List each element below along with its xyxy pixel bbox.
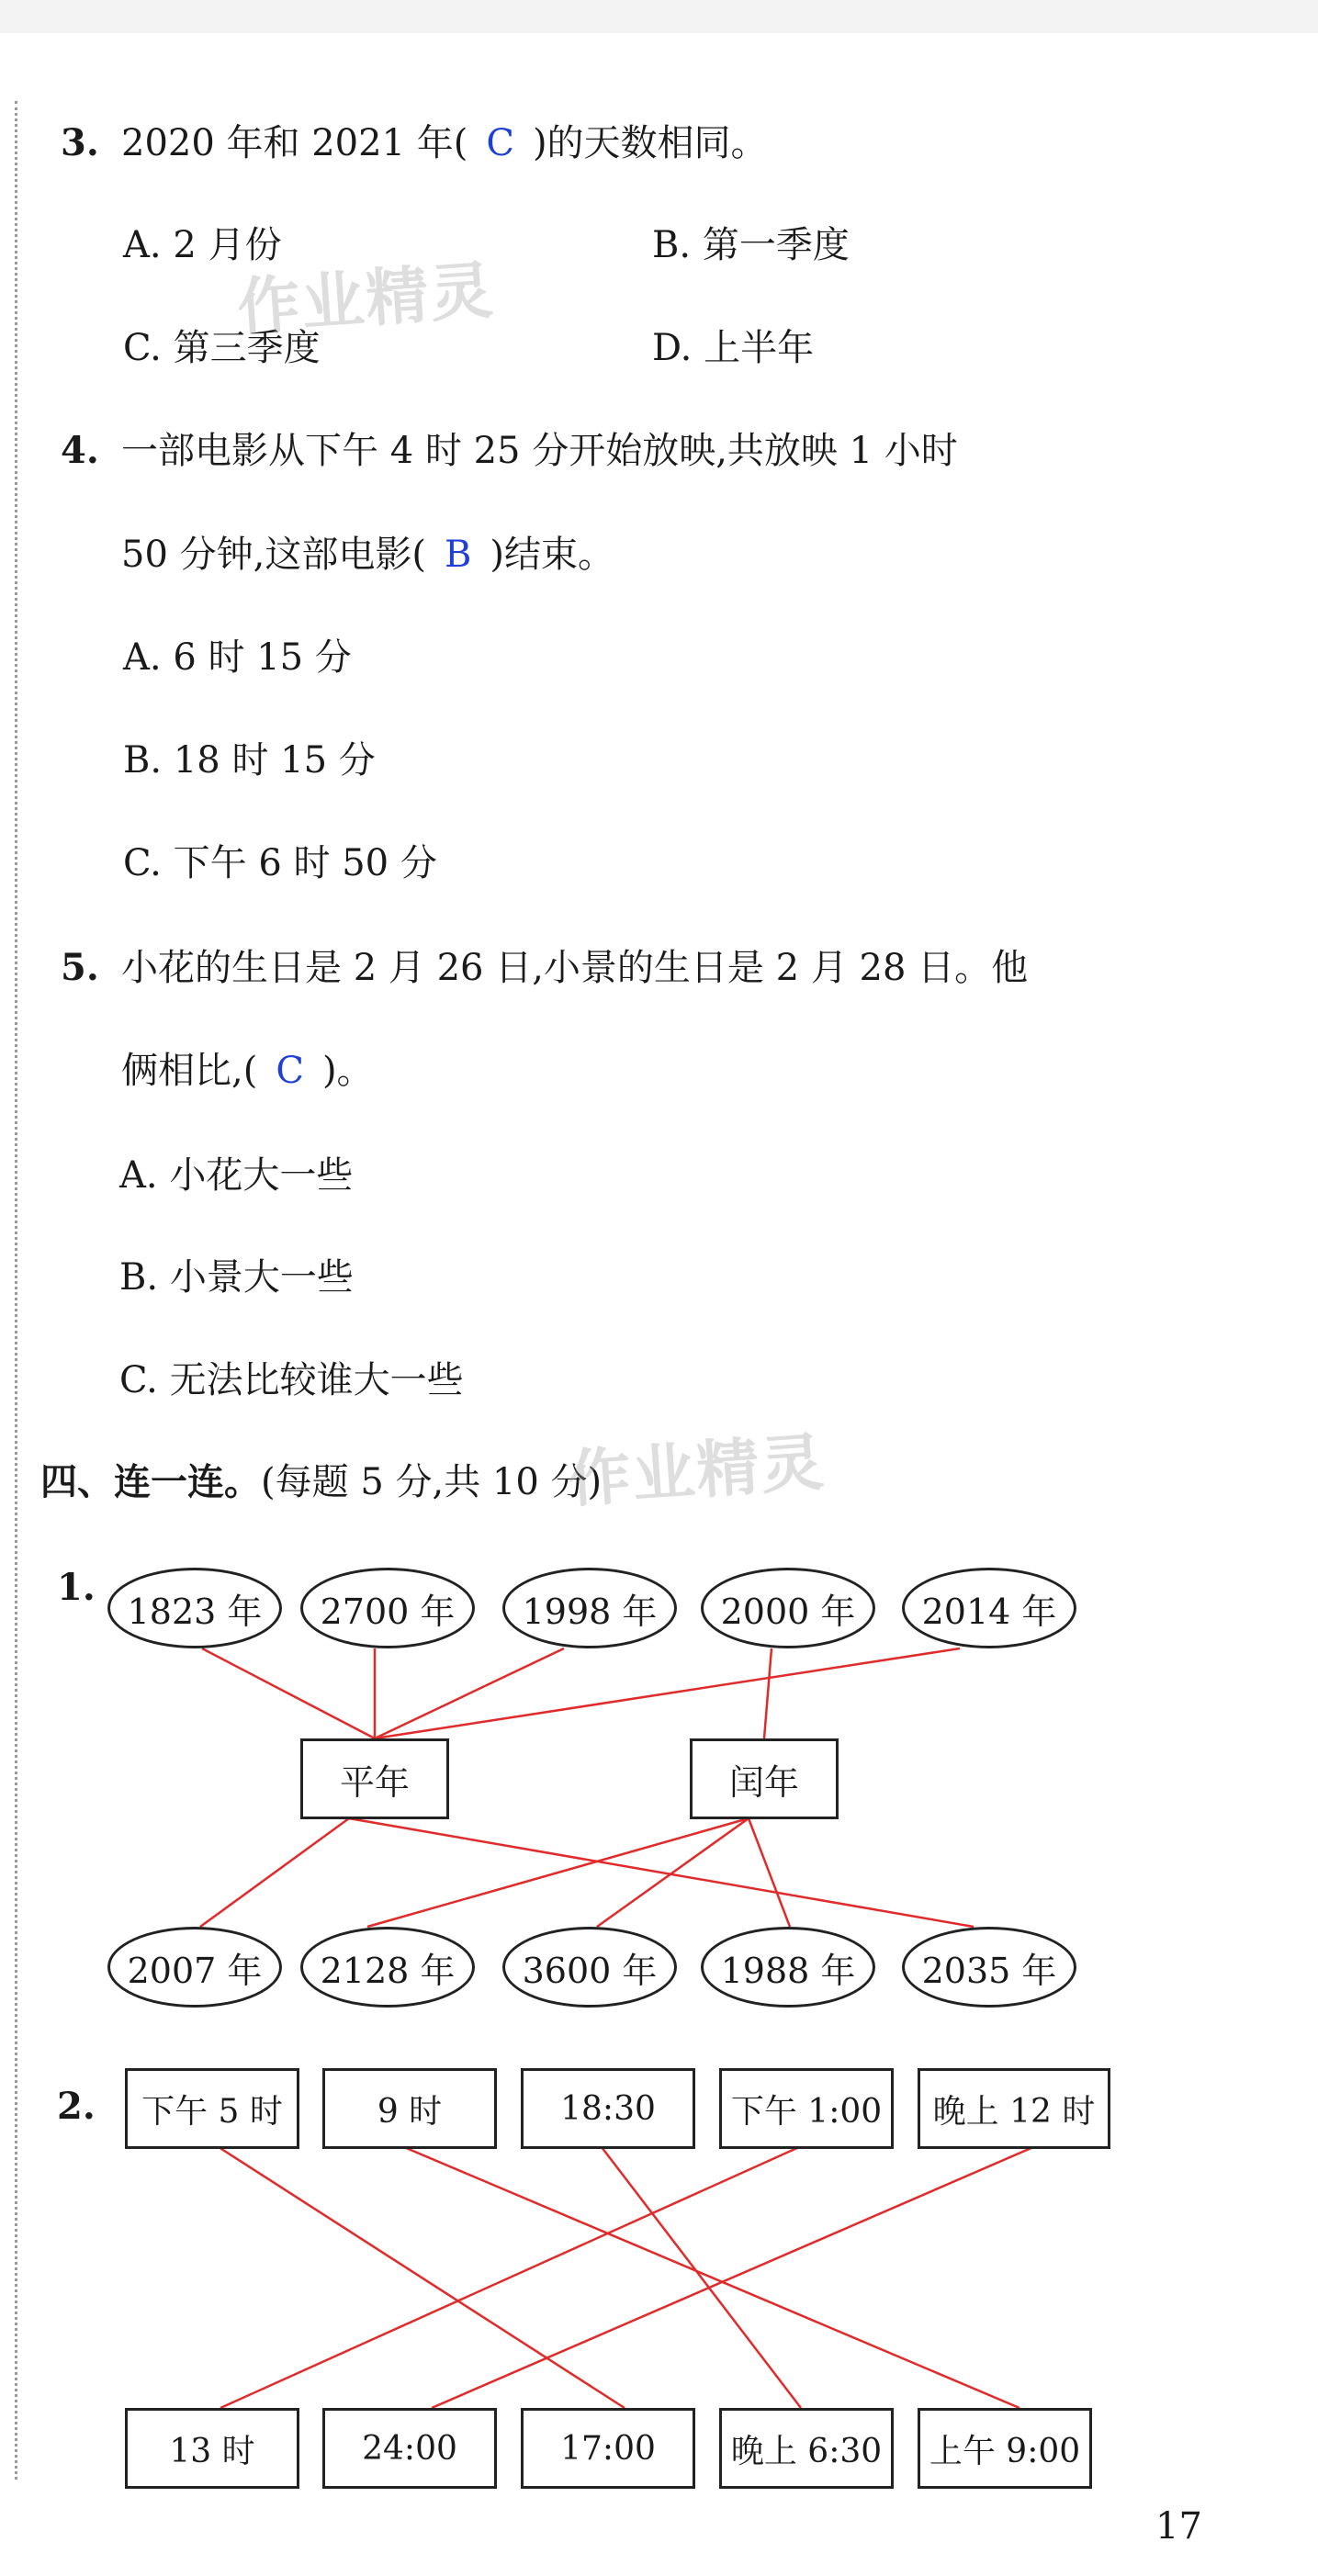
time-box-top: 下午 5 时 — [125, 2068, 299, 2149]
page-number: 17 — [1155, 2505, 1202, 2548]
question-3-option-d: D. 上半年 — [652, 327, 815, 369]
time-box-bottom: 13 时 — [125, 2408, 299, 2489]
match-line — [602, 2147, 801, 2408]
time-box-bottom: 晚上 6:30 — [719, 2408, 894, 2489]
question-4-option-c: C. 下午 6 时 50 分 — [123, 842, 437, 884]
year-oval-top: 2014 年 — [902, 1568, 1076, 1648]
question-5-number: 5. — [61, 946, 99, 989]
match-line — [764, 1648, 772, 1738]
match-line — [375, 1648, 960, 1738]
match-line — [597, 1818, 749, 1927]
match-line — [367, 1818, 749, 1927]
match-line — [202, 1648, 375, 1738]
match-2-number: 2. — [57, 2085, 96, 2128]
question-4-number: 4. — [61, 429, 99, 472]
year-oval-bottom: 1988 年 — [701, 1927, 875, 2008]
match-line — [749, 1818, 790, 1927]
match-line — [219, 2147, 625, 2408]
year-oval-bottom: 2035 年 — [902, 1927, 1076, 2008]
match-line — [200, 1818, 349, 1927]
watermark-logo: 作业精灵 — [235, 254, 497, 345]
question-4-answer: B — [444, 534, 472, 576]
leap-year-box: 闰年 — [690, 1738, 839, 1819]
question-3-option-c: C. 第三季度 — [123, 327, 321, 369]
match-line — [349, 1818, 974, 1927]
question-5-option-c: C. 无法比较谁大一些 — [119, 1359, 464, 1401]
year-oval-top: 2700 年 — [300, 1568, 475, 1648]
time-box-bottom: 17:00 — [521, 2408, 695, 2489]
question-3-stem: 2020 年和 2021 年( C )的天数相同。 — [121, 122, 768, 164]
time-box-top: 18:30 — [521, 2068, 695, 2149]
year-oval-bottom: 3600 年 — [502, 1927, 677, 2008]
time-box-bottom: 24:00 — [322, 2408, 497, 2489]
question-4-line1: 一部电影从下午 4 时 25 分开始放映,共放映 1 小时 — [121, 430, 958, 472]
time-box-top: 晚上 12 时 — [918, 2068, 1110, 2149]
question-3-option-a: A. 2 月份 — [123, 224, 282, 266]
question-3-number: 3. — [61, 121, 99, 164]
question-5-line1: 小花的生日是 2 月 26 日,小景的生日是 2 月 28 日。他 — [121, 947, 1029, 989]
time-box-top: 下午 1:00 — [719, 2068, 894, 2149]
question-5-answer: C — [276, 1050, 304, 1092]
match-line — [432, 2147, 1033, 2408]
year-oval-bottom: 2128 年 — [300, 1927, 475, 2008]
watermark-logo: 作业精灵 — [566, 1426, 828, 1517]
question-4-option-a: A. 6 时 15 分 — [123, 636, 352, 679]
question-5-option-a: A. 小花大一些 — [119, 1154, 354, 1197]
year-oval-bottom: 2007 年 — [107, 1927, 282, 2008]
question-5-line2: 俩相比,( C )。 — [121, 1050, 374, 1092]
section-4-heading: 四、连一连。(每题 5 分,共 10 分) — [40, 1460, 603, 1503]
time-box-bottom: 上午 9:00 — [918, 2408, 1092, 2489]
year-oval-top: 1823 年 — [107, 1568, 282, 1648]
common-year-box: 平年 — [300, 1738, 449, 1819]
question-5-option-b: B. 小景大一些 — [119, 1256, 354, 1299]
year-oval-top: 1998 年 — [502, 1568, 677, 1648]
time-box-top: 9 时 — [322, 2068, 497, 2149]
question-4-option-b: B. 18 时 15 分 — [123, 739, 376, 782]
question-3-option-b: B. 第一季度 — [652, 224, 850, 266]
question-3-answer: C — [486, 122, 514, 164]
year-oval-top: 2000 年 — [701, 1568, 875, 1648]
match-1-number: 1. — [57, 1566, 96, 1609]
question-4-line2: 50 分钟,这部电影( B )结束。 — [121, 534, 614, 576]
